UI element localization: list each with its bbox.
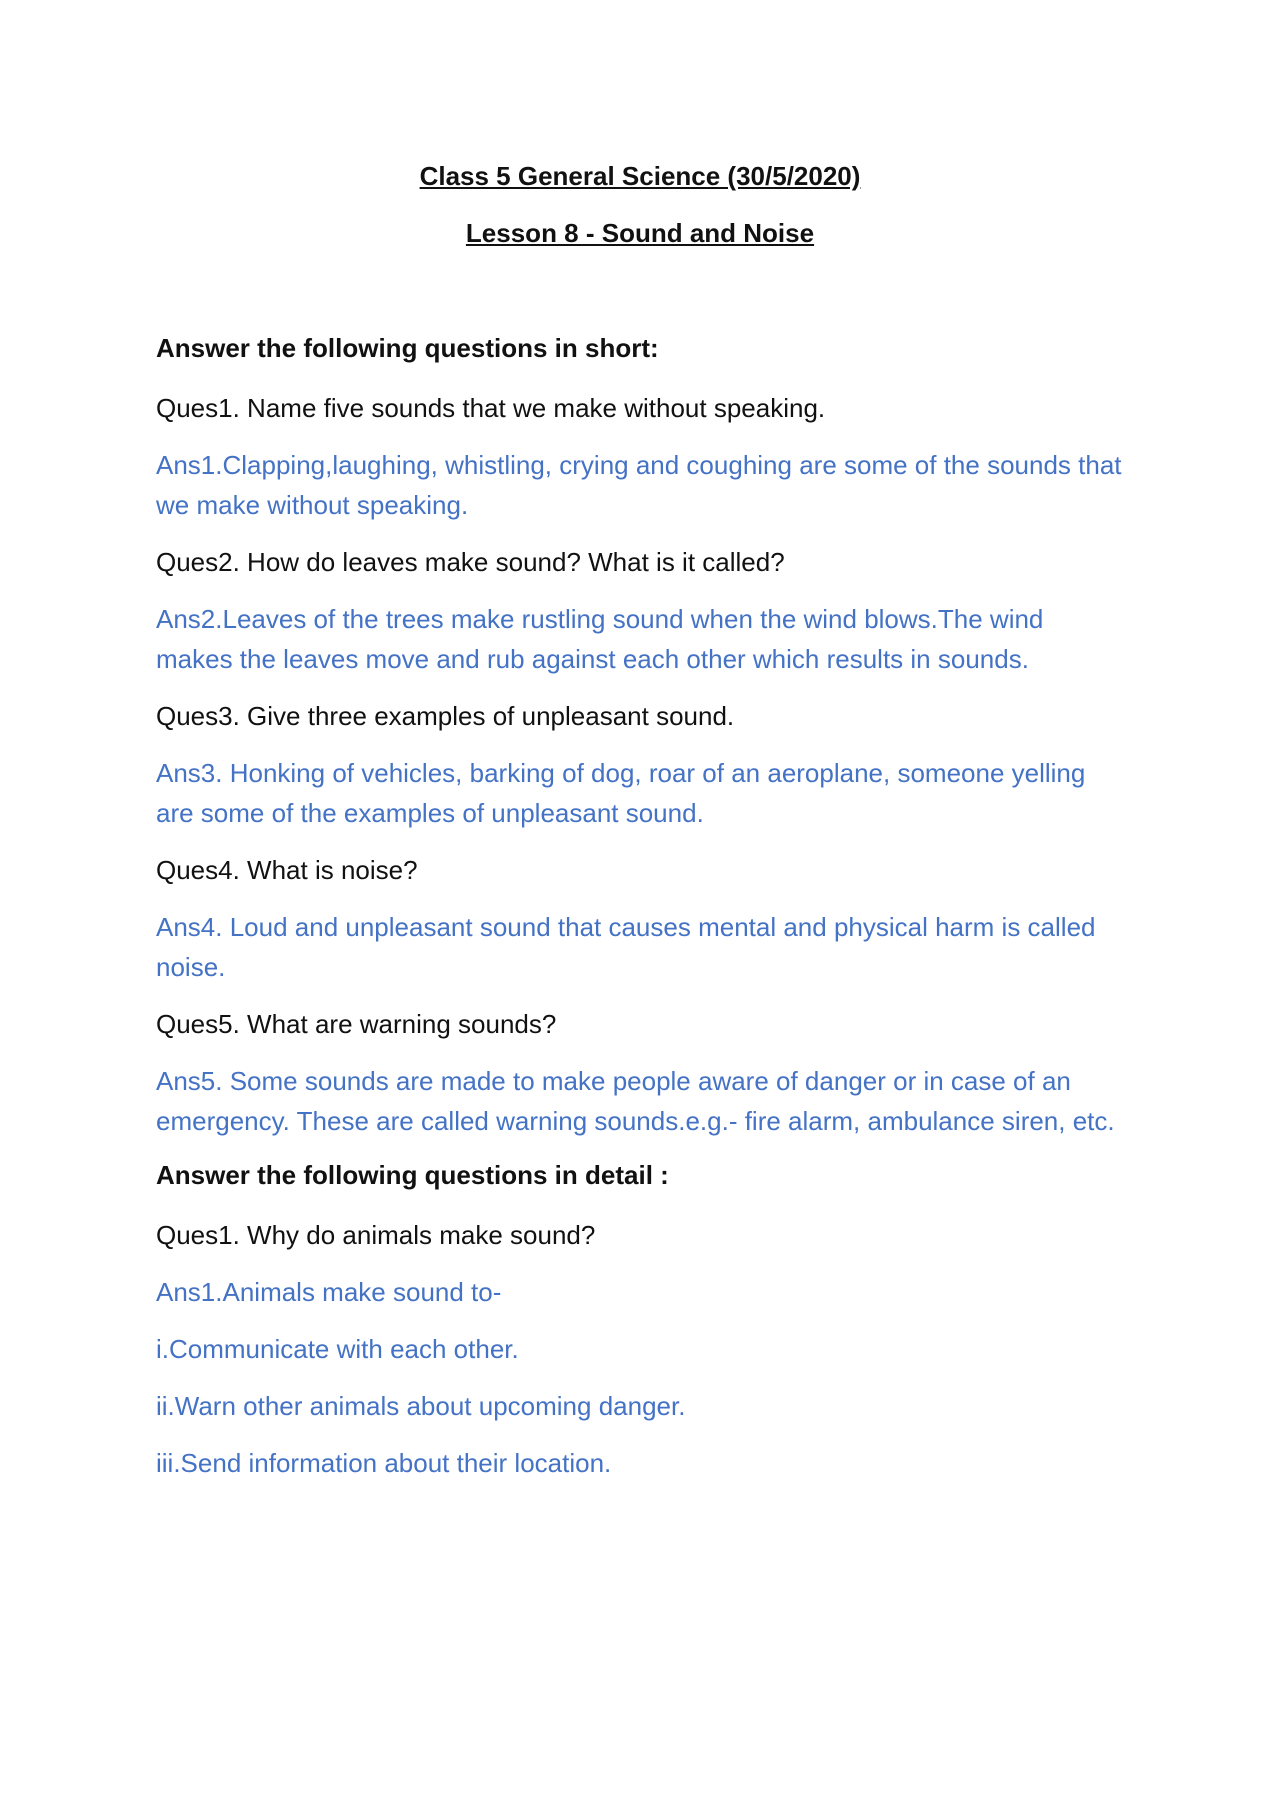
short-question-3: Ques3. Give three examples of unpleasant sound. [156,701,735,731]
short-answer-3: Ans3. Honking of vehicles, barking of dog, roar of an aeroplane, someone yelling are some of the examples of unpleasant sound. [156,758,1086,828]
short-question-5: Ques5. What are warning sounds? [156,1009,557,1039]
short-question-1: Ques1. Name five sounds that we make without speaking. [156,393,826,423]
lesson-title: Lesson 8 - Sound and Noise [465,218,815,248]
detail-answer-point-2: ii.Warn other animals about upcoming danger. [156,1391,686,1421]
short-answer-2: Ans2.Leaves of the trees make rustling sound when the wind blows.The wind makes the leaves move and rub against each other which results in sounds. [156,604,1044,674]
short-answer-5: Ans5. Some sounds are made to make people aware of danger or in case of an emergency. These are called warning sounds.e.g.- fire alarm, ambulance siren, etc. [156,1066,1115,1136]
short-question-4: Ques4. What is noise? [156,855,418,885]
short-answer-heading: Answer the following questions in short: [156,333,659,363]
document-content [156,160,1124,1483]
detail-answer-intro: Ans1.Animals make sound to- [156,1277,502,1307]
document-title: Class 5 General Science (30/5/2020) [419,161,861,191]
short-question-2: Ques2. How do leaves make sound? What is it called? [156,547,785,577]
short-answer-4: Ans4. Loud and unpleasant sound that causes mental and physical harm is called noise. [156,912,1096,982]
detail-answer-point-3: iii.Send information about their location. [156,1448,612,1478]
short-answer-1: Ans1.Clapping,laughing, whistling, crying and coughing are some of the sounds that we make without speaking. [156,450,1122,520]
detail-answer-point-1: i.Communicate with each other. [156,1334,519,1364]
detail-answer-heading: Answer the following questions in detail : [156,1160,669,1190]
detail-question-1: Ques1. Why do animals make sound? [156,1220,596,1250]
